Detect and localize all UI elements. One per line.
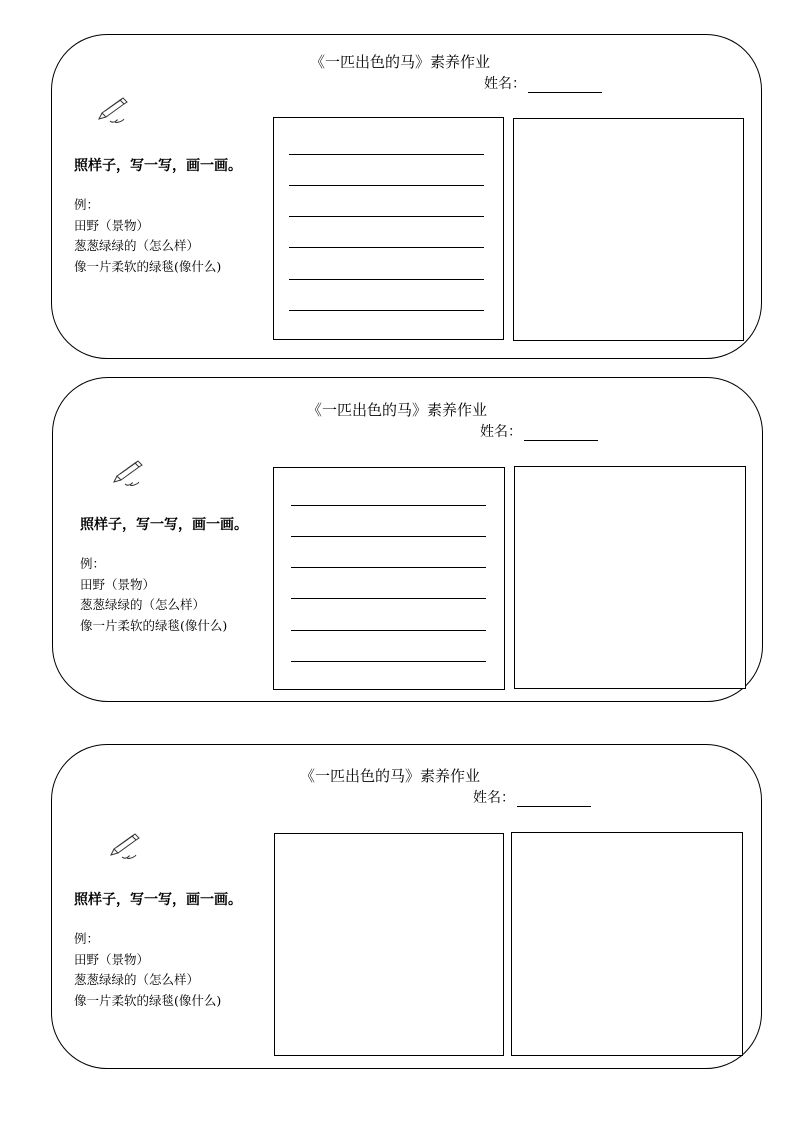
card-title: 《一匹出色的马》素养作业 bbox=[300, 767, 481, 785]
example-how: 葱葱绿绿的（怎么样） bbox=[80, 597, 206, 612]
writing-line bbox=[289, 185, 484, 186]
drawing-box[interactable] bbox=[513, 118, 744, 341]
writing-box[interactable] bbox=[273, 117, 504, 340]
writing-line bbox=[291, 567, 486, 568]
example-label: 例： bbox=[80, 556, 106, 571]
example-how: 葱葱绿绿的（怎么样） bbox=[74, 972, 200, 987]
name-blank[interactable] bbox=[524, 426, 598, 441]
writing-line bbox=[291, 505, 486, 506]
name-field[interactable] bbox=[473, 787, 591, 807]
card-title: 《一匹出色的马》素养作业 bbox=[307, 401, 488, 419]
name-blank[interactable] bbox=[528, 78, 602, 93]
example-scene: 田野（景物） bbox=[80, 576, 156, 592]
name-label: 姓名： bbox=[480, 424, 522, 440]
drawing-box[interactable] bbox=[511, 832, 743, 1056]
writing-line bbox=[291, 661, 486, 662]
name-field[interactable] bbox=[484, 73, 602, 93]
example-like: 像一片柔软的绿毯(像什么) bbox=[74, 258, 222, 274]
example-block bbox=[80, 554, 227, 636]
example-label: 例： bbox=[74, 197, 100, 212]
example-label: 例： bbox=[74, 931, 100, 946]
writing-box[interactable] bbox=[273, 467, 505, 690]
example-block bbox=[74, 195, 221, 277]
example-block bbox=[74, 929, 221, 1011]
instruction-text: 照样子，写一写，画一画。 bbox=[80, 517, 248, 533]
worksheet-card-2 bbox=[52, 377, 763, 702]
writing-line bbox=[291, 630, 486, 631]
writing-line bbox=[289, 247, 484, 248]
name-blank[interactable] bbox=[517, 792, 591, 807]
name-field[interactable] bbox=[480, 421, 598, 441]
writing-box[interactable] bbox=[274, 833, 504, 1056]
writing-line bbox=[291, 598, 486, 599]
example-like: 像一片柔软的绿毯(像什么) bbox=[80, 617, 228, 633]
drawing-box[interactable] bbox=[514, 466, 746, 689]
example-scene: 田野（景物） bbox=[74, 951, 150, 967]
name-label: 姓名： bbox=[484, 76, 526, 92]
writing-line bbox=[289, 216, 484, 217]
writing-line bbox=[289, 279, 484, 280]
card-title: 《一匹出色的马》素养作业 bbox=[310, 53, 491, 71]
worksheet-card-1 bbox=[51, 34, 762, 359]
instruction-text: 照样子，写一写，画一画。 bbox=[74, 892, 242, 908]
example-how: 葱葱绿绿的（怎么样） bbox=[74, 238, 200, 253]
writing-line bbox=[289, 154, 484, 155]
instruction-text: 照样子，写一写，画一画。 bbox=[74, 158, 242, 174]
writing-line bbox=[291, 536, 486, 537]
name-label: 姓名： bbox=[473, 790, 515, 806]
pencil-icon bbox=[111, 458, 147, 488]
example-like: 像一片柔软的绿毯(像什么) bbox=[74, 992, 222, 1008]
example-scene: 田野（景物） bbox=[74, 217, 150, 233]
worksheet-card-3 bbox=[51, 744, 762, 1069]
writing-line bbox=[289, 310, 484, 311]
pencil-icon bbox=[108, 831, 144, 861]
pencil-icon bbox=[96, 95, 132, 125]
